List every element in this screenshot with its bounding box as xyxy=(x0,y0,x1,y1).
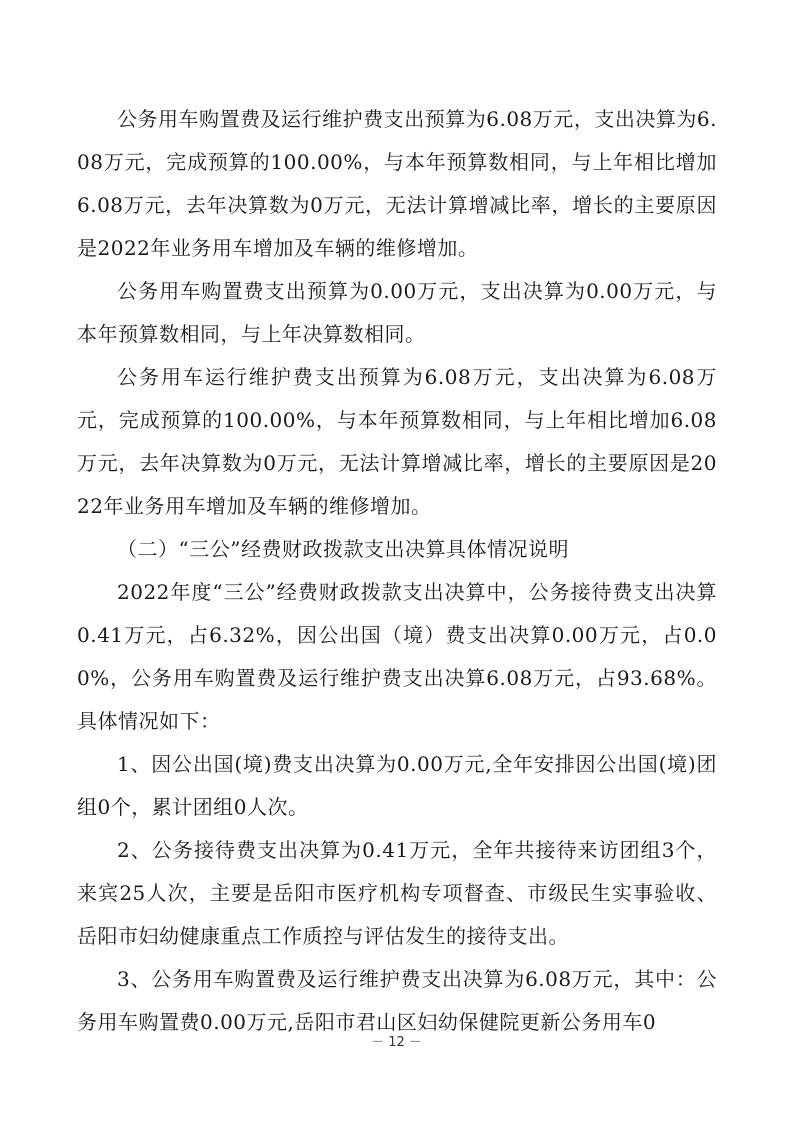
paragraph-vehicle-total: 公务用车购置费及运行维护费支出预算为6.08万元，支出决算为6.08万元，完成预算的100.00%，与本年预算数相同，与上年相比增加6.08万元，去年决算数为0万元，无法计算增减比率，增长的主要原因是2022年业务用车增加及车辆的维修增加。 xyxy=(77,107,717,260)
paragraph-overseas-travel: 1、因公出国(境)费支出决算为0.00万元,全年安排因公出国(境)团组0个，累计团组0人次。 xyxy=(77,752,717,819)
page-number: － 12 － xyxy=(371,1035,422,1050)
document-body xyxy=(77,98,717,1044)
paragraph-vehicle-purchase: 公务用车购置费支出预算为0.00万元，支出决算为0.00万元，与本年预算数相同，与上年决算数相同。 xyxy=(77,279,717,346)
paragraph-reception: 2、公务接待费支出决算为0.41万元，全年共接待来访团组3个，来宾25人次，主要是岳阳市医疗机构专项督查、市级民生实事验收、岳阳市妇幼健康重点工作质控与评估发生的接待支出。 xyxy=(77,838,717,948)
paragraph-three-public-summary: 2022年度“三公”经费财政拨款支出决算中，公务接待费支出决算0.41万元，占6.32%，因公出国（境）费支出决算0.00万元，占0.00%，公务用车购置费及运行维护费支出决算6.08万元，占93.68%。具体情况如下： xyxy=(77,580,717,733)
section-heading: （二）“三公”经费财政拨款支出决算具体情况说明 xyxy=(117,537,569,561)
paragraph-vehicle-maintenance: 公务用车运行维护费支出预算为6.08万元，支出决算为6.08万元，完成预算的100.00%，与本年预算数相同，与上年相比增加6.08万元，去年决算数为0万元，无法计算增减比率，增长的主要原因是2022年业务用车增加及车辆的维修增加。 xyxy=(77,365,717,518)
paragraph-vehicle-detail: 3、公务用车购置费及运行维护费支出决算为6.08万元，其中：公务用车购置费0.00万元,岳阳市君山区妇幼保健院更新公务用车0 xyxy=(77,967,717,1034)
